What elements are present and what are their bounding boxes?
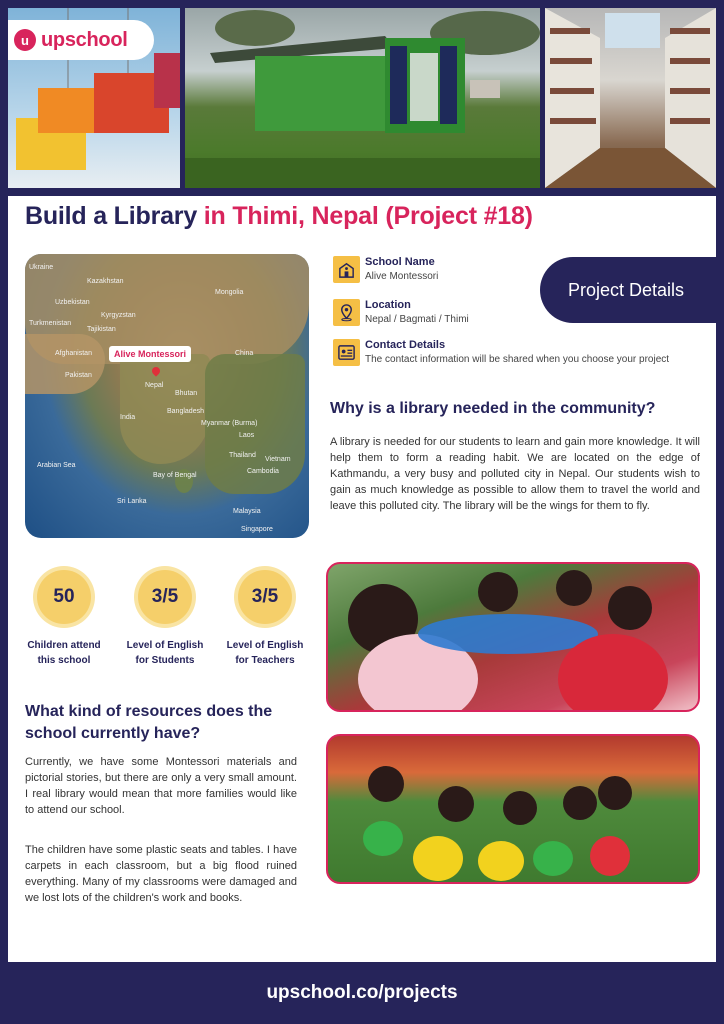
map-label: Bhutan [175, 390, 198, 397]
upschool-logo-text: upschool [41, 28, 128, 51]
contact-card-icon [333, 339, 360, 366]
location-map[interactable] [25, 254, 309, 538]
stat-label-line: Level of English [126, 640, 204, 651]
resources-heading [25, 701, 272, 745]
map-label: Kazakhstan [87, 278, 124, 285]
map-label: Vietnam [265, 456, 291, 463]
resources-para-1: Currently, we have some Montessori materials and pictorial stories, but there are only a very small amount. I real library would mean that more families would like to attend our school. [25, 756, 297, 816]
map-label: Pakistan [65, 372, 92, 379]
why-heading: Why is a library needed in the community? [330, 400, 656, 417]
title-part-pink: in Thimi, Nepal (Project #18) [203, 202, 533, 230]
stat-label-line: for Teachers [235, 655, 295, 666]
container-library-photo [185, 8, 540, 188]
stat-children [14, 566, 114, 668]
location-value: Nepal / Bagmati / Thimi [365, 314, 469, 325]
shipping-containers-photo [8, 8, 180, 188]
map-label: Malaysia [233, 508, 261, 515]
stat-label-line: Children attend [27, 640, 101, 651]
map-label: China [235, 350, 254, 357]
resources-heading-line: What kind of resources does the [25, 703, 273, 720]
map-label: Sri Lanka [117, 498, 147, 505]
contact-heading: Contact Details [365, 339, 446, 351]
resources-heading-line: school currently have? [25, 725, 201, 742]
map-label: Bay of Bengal [153, 472, 197, 479]
stat-label-line: for Students [135, 655, 195, 666]
contact-row [333, 339, 703, 373]
stat-label [215, 638, 315, 668]
stat-label [115, 638, 215, 668]
stat-english-teachers [215, 566, 315, 668]
page-title [25, 202, 533, 231]
map-label: Bangladesh [167, 408, 204, 415]
school-name-value: Alive Montessori [365, 271, 439, 282]
map-label: Kyrgyzstan [101, 312, 136, 319]
map-label: Uzbekistan [55, 299, 90, 306]
map-label: Afghanistan [55, 350, 92, 357]
stat-english-students [115, 566, 215, 668]
map-label: Nepal [145, 382, 164, 389]
children-playground-photo [326, 562, 700, 712]
stat-label-line: this school [37, 655, 91, 666]
stat-value: 3/5 [238, 570, 292, 624]
map-label: Laos [239, 432, 255, 439]
header-photo-strip [8, 8, 716, 188]
map-label: Mongolia [215, 289, 244, 296]
map-label: Singapore [241, 526, 273, 533]
stat-value: 3/5 [138, 570, 192, 624]
map-pin-label[interactable]: Alive Montessori [109, 346, 191, 362]
stat-label [14, 638, 114, 668]
location-pin-icon [333, 299, 360, 326]
map-label: Tajikistan [87, 326, 116, 333]
stat-value: 50 [37, 570, 91, 624]
title-part-navy: Build a Library [25, 202, 198, 230]
upschool-logo[interactable] [8, 20, 154, 60]
why-body: A library is needed for our students to learn and gain more knowledge. It will help them to form a reading habit. We are located on the edge of Kathmandu, a very busy and polluted city in Nepal. Our students wish to gain as much knowledge as possible to allow them to travel the world and leave this polluted city. The library will be the wings for them to fly. [330, 436, 700, 512]
map-label: Cambodia [247, 468, 279, 475]
map-label: Ukraine [29, 264, 54, 271]
map-label: Thailand [229, 452, 256, 459]
project-details-tab: Project Details [540, 257, 716, 323]
library-bookshelves-photo [545, 8, 716, 188]
location-heading: Location [365, 299, 411, 311]
resources-para-2: The children have some plastic seats and tables. I have carpets in each classroom, but a big flood ruined everything. Many of my classrooms were damaged and we lost lots of the children's work and books. [25, 844, 297, 904]
project-card [8, 196, 716, 962]
map-label: India [120, 414, 136, 421]
school-building-icon [333, 256, 360, 283]
contact-value: The contact information will be shared when you choose your project [365, 354, 670, 365]
map-label: Myanmar (Burma) [201, 420, 258, 427]
footer-url[interactable]: upschool.co/projects [266, 982, 458, 1003]
stat-label-line: Level of English [226, 640, 304, 651]
upschool-logo-mark: u [14, 29, 36, 51]
map-label: Arabian Sea [37, 462, 76, 469]
map-label: Turkmenistan [29, 320, 72, 327]
school-name-heading: School Name [365, 256, 435, 268]
children-rocking-toys-photo [326, 734, 700, 884]
